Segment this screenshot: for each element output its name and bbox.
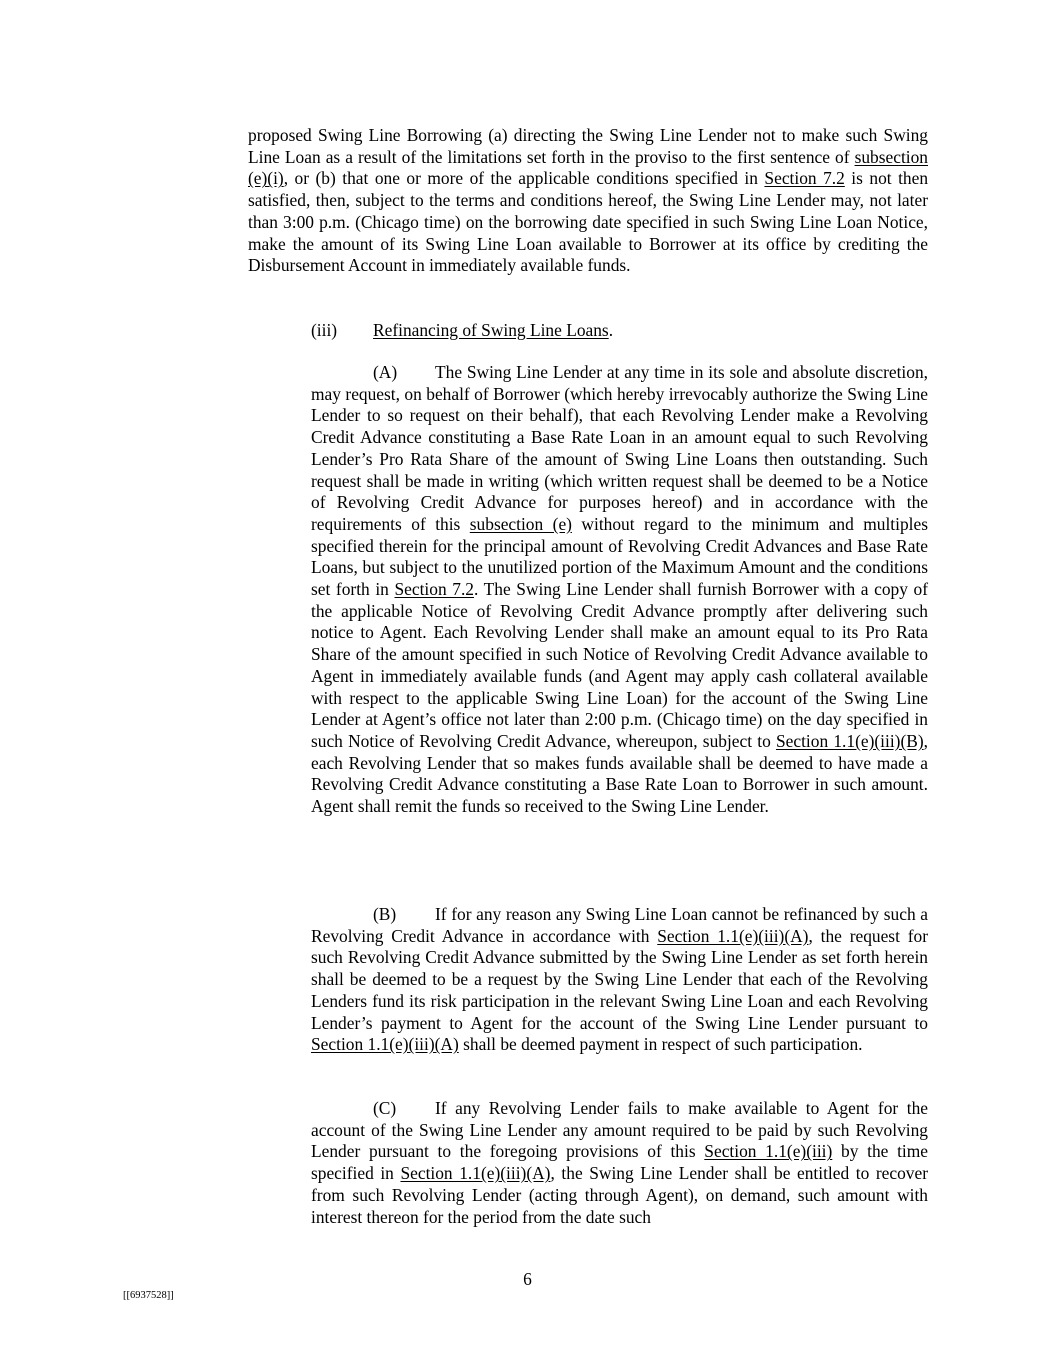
cross-reference: subsection (e)(i) bbox=[248, 146, 928, 189]
intro-text-2: , or (b) that one or more of the applicable conditions specified in bbox=[283, 168, 765, 189]
paragraph-text: , the Swing Line Lender shall be entitled to recover from such Revolving Lender (acting through Agent), on demand, such amount with interest thereon for the period from the date such bbox=[311, 1163, 928, 1227]
paragraph-text: If for any reason any Swing Line Loan cannot be refinanced by such a Revolving Credit Advance in accordance with bbox=[311, 904, 928, 946]
cross-reference: Section 1.1(e)(iii)(B) bbox=[775, 730, 924, 751]
paragraph-text: shall be deemed payment in respect of such participation. bbox=[458, 1034, 863, 1055]
paragraph-text: , each Revolving Lender that so makes funds available shall be deemed to have made a Revolving Credit Advance constituting a Base Rate Loan to Borrower in such amount. Agent shall remit the funds so received to the Swing Line Lender. bbox=[311, 730, 928, 817]
paragraph-text: by the time specified in bbox=[311, 1141, 928, 1184]
cross-reference: Section 7.2 bbox=[394, 579, 474, 600]
paragraph-text: , the request for such Revolving Credit Advance submitted by the Swing Line Lender as set forth herein shall be deemed to be a request by the Swing Line Lender that each of the Revolving Lenders fund its risk participation in the relevant Swing Line Loan and each Revolving Lender’s payment to Agent for the account of the Swing Line Lender pursuant to bbox=[311, 925, 928, 1033]
paragraph-text: . The Swing Line Lender shall furnish Borrower with a copy of the applicable Notice of Revolving Credit Advance promptly after delivering such notice to Agent. Each Revolving Lender shall make an amount equal to its Pro Rata Share of the amount specified in such Notice of Revolving Credit Advance available to Agent in immediately available funds (and Agent may apply cash collateral available with respect to the applicable Swing Line Loan) for the account of the Swing Line Lender at Agent’s office not later than 2:00 p.m. (Chicago time) on the day specified in such Notice of Revolving Credit Advance, whereupon, subject to bbox=[311, 579, 928, 751]
cross-reference: Section 1.1(e)(iii)(A) bbox=[400, 1163, 551, 1184]
paragraph-a bbox=[311, 362, 928, 818]
section-title-period: . bbox=[608, 320, 614, 340]
cross-reference: Section 1.1(e)(iii) bbox=[704, 1141, 833, 1162]
section-heading-iii bbox=[311, 320, 928, 342]
paragraph-text: If any Revolving Lender fails to make available to Agent for the account of the Swing Line Lender any amount required to be paid by such Revolving Lender pursuant to the foregoing provisions of this bbox=[311, 1098, 928, 1162]
intro-paragraph bbox=[248, 125, 928, 277]
cross-reference: subsection (e) bbox=[469, 513, 572, 534]
cross-reference: Section 1.1(e)(iii)(A) bbox=[311, 1034, 459, 1055]
intro-text-3: is not then satisfied, then, subject to the terms and conditions hereof, the Swing Line Lender may, not later than 3:00 p.m. (Chicago time) on the borrowing date specified in such Swing Line Loan Notice, make the amount of its Swing Line Loan available to Borrower at its office by crediting the Disbursement Account in immediately available funds. bbox=[248, 168, 929, 276]
paragraph-text: The Swing Line Lender at any time in its sole and absolute discretion, may request, on behalf of Borrower (which hereby irrevocably authorize the Swing Line Lender to so request on their behalf), that each Revolving Lender make a Revolving Credit Advance constituting a Base Rate Loan in an amount equal to such Revolving Lender’s Pro Rata Share of the amount of Swing Line Loans then outstanding. Such request shall be made in writing (which written request shall be deemed to be a Notice of Revolving Credit Advance for purposes hereof) and in accordance with the requirements of this bbox=[311, 362, 928, 534]
paragraph-label: (A) bbox=[373, 362, 398, 382]
paragraph-label: (B) bbox=[373, 904, 397, 924]
paragraph-text: without regard to the minimum and multiples specified therein for the principal amount of Revolving Credit Advances and Base Rate Loans, but subject to the unutilized portion of the Maximum Amount and the conditions set forth in bbox=[311, 513, 928, 600]
paragraph-label: (C) bbox=[373, 1098, 397, 1118]
intro-text-1: proposed Swing Line Borrowing (a) directing the Swing Line Lender not to make such Swing Line Loan as a result of the limitations set forth in the proviso to the first sentence of bbox=[248, 125, 928, 167]
paragraph-b bbox=[311, 904, 928, 1056]
paragraph-c bbox=[311, 1098, 928, 1228]
cross-reference: Section 7.2 bbox=[764, 168, 845, 189]
section-title: Refinancing of Swing Line Loans bbox=[373, 320, 609, 340]
document-id: [[6937528]] bbox=[123, 1290, 174, 1301]
cross-reference: Section 1.1(e)(iii)(A) bbox=[657, 925, 809, 946]
section-number: (iii) bbox=[311, 320, 338, 340]
page-number: 6 bbox=[523, 1269, 532, 1289]
